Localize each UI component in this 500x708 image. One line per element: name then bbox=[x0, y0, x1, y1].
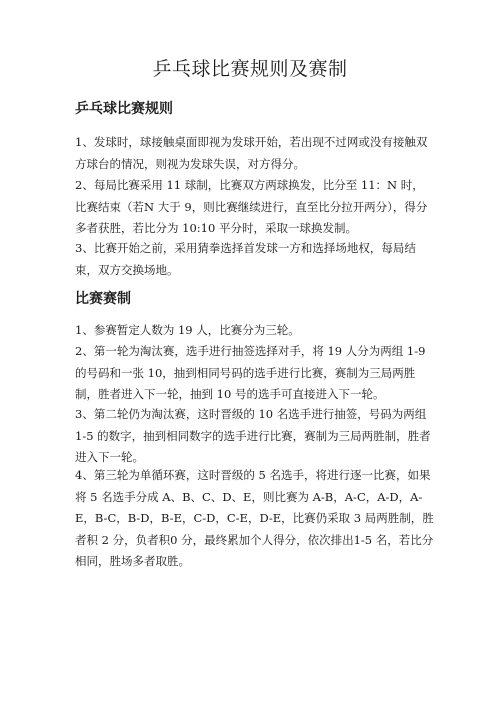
format-paragraph-2: 2、第一轮为淘汰赛，选手进行抽签选择对手，将 19 人分为两组 1-9 的号码和一张 10，抽到相同号码的选手进行比赛，赛制为三局两胜制，胜者进入下一轮，抽到 10 号的选手可直接进入下一轮。 bbox=[75, 344, 426, 401]
format-paragraph-4: 4、第三轮为单循环赛，这时晋级的 5 名选手，将进行逐一比赛，如果将 5 名选手分成 A、B、C、D、E，则比赛为 A-B，A-C，A-D，A-E，B-C，B-D，B-E，C-D，C-E，D-E，比赛仍采取 3 局两胜制，胜者积 2 分，负者积0 分，最终累加个人得分，依次排出1-5 名，若比分相同，胜场多者取胜。 bbox=[75, 468, 434, 568]
format-paragraph-3: 3、第二轮仍为淘汰赛，这时晋级的 10 名选手进行抽签，号码为两组1-5 的数字，抽到相同数字的选手进行比赛，赛制为三局两胜制，胜者进入下一轮。 bbox=[75, 407, 431, 464]
format-paragraph-1: 1、参赛暂定人数为 19 人，比赛分为三轮。 bbox=[75, 323, 300, 337]
document-title: 乒乓球比赛规则及赛制 bbox=[152, 58, 348, 80]
rules-paragraph-2: 2、每局比赛采用 11 球制，比赛双方两球换发，比分至 11：N 时，比赛结束（若N 大于 9，则比赛继续进行，直至比分拉开两分），得分多者获胜，若比分为 10:10 平分时，采取一球换发制。 bbox=[75, 178, 428, 235]
rules-paragraph-1: 1、发球时，球接触桌面即视为发球开始，若出现不过网或没有接触双方球台的情况，则视为发球失误，对方得分。 bbox=[75, 135, 428, 171]
section-heading-rules: 乒乓球比赛规则 bbox=[75, 101, 173, 117]
section-heading-format: 比赛赛制 bbox=[75, 291, 131, 307]
rules-paragraph-3: 3、比赛开始之前，采用猜拳选择首发球一方和选择场地权，每局结束，双方交换场地。 bbox=[75, 241, 416, 277]
